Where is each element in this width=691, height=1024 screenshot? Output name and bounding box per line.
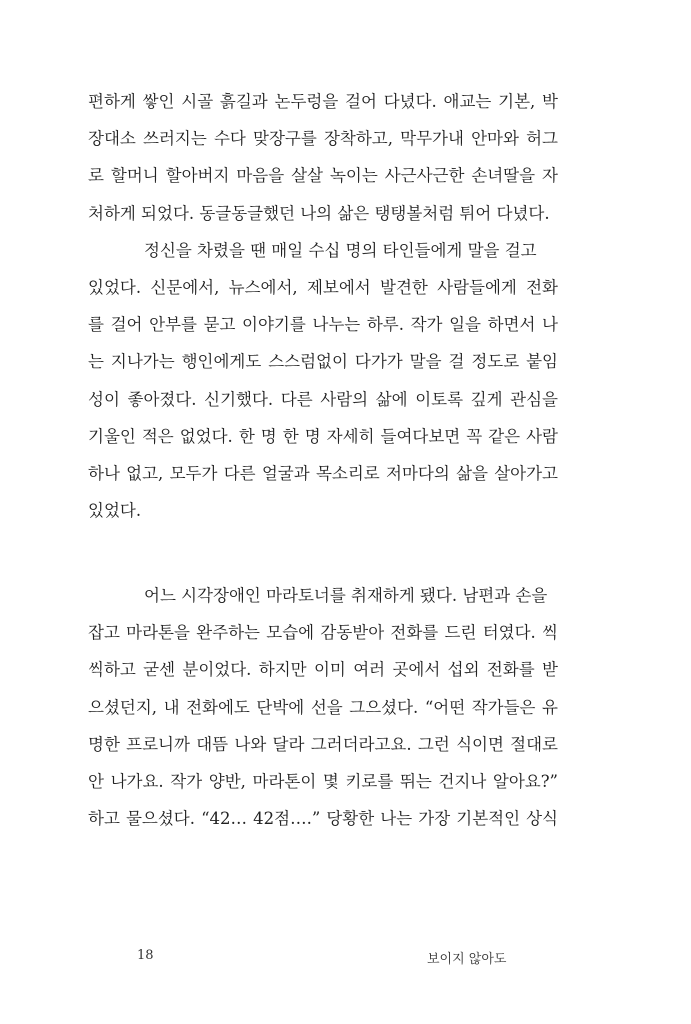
text-line: 있었다. 신문에서, 뉴스에서, 제보에서 발견한 사람들에게 전화 — [88, 277, 558, 297]
paragraph-gap — [88, 573, 558, 584]
text-line: 명한 프로니까 대뜸 나와 달라 그러더라고요. 그런 식이면 절대로 — [88, 734, 558, 754]
page-number: 18 — [137, 948, 154, 963]
text-line: 로 할머니 할아버지 마음을 살살 녹이는 사근사근한 손녀딸을 자 — [88, 166, 558, 186]
text-line: 장대소 쓰러지는 수다 맞장구를 장착하고, 막무가내 안마와 허그 — [88, 129, 558, 149]
text-line: 으셨던지, 내 전화에도 단박에 선을 그으셨다. “어떤 작가들은 유 — [88, 697, 558, 717]
text-line: 성이 좋아졌다. 신기했다. 다른 사람의 삶에 이토록 깊게 관심을 — [88, 389, 558, 409]
text-line: 안 나가요. 작가 양반, 마라톤이 몇 키로를 뛰는 건지나 알아요?” — [88, 771, 558, 791]
running-title: 보이지 않아도 — [427, 952, 507, 967]
paragraph-gap — [88, 536, 558, 573]
text-line: 씩하고 굳센 분이었다. 하지만 이미 여러 곳에서 섭외 전화를 받 — [88, 660, 558, 680]
text-line: 어느 시각장애인 마라토너를 취재하게 됐다. 남편과 손을 — [144, 585, 548, 605]
paragraph — [88, 239, 558, 537]
paragraph — [88, 584, 558, 844]
text-line: 처하게 되었다. 동글동글했던 나의 삶은 탱탱볼처럼 튀어 다녔다. — [88, 203, 550, 223]
text-line: 기울인 적은 없었다. 한 명 한 명 자세히 들여다보면 꼭 같은 사람 — [88, 426, 558, 446]
text-line: 를 걸어 안부를 묻고 이야기를 나누는 하루. 작가 일을 하면서 나 — [88, 315, 558, 335]
text-line: 편하게 쌓인 시골 흙길과 논두렁을 걸어 다녔다. 애교는 기본, 박 — [88, 92, 558, 111]
paragraph — [88, 90, 558, 239]
text-line: 정신을 차렸을 땐 매일 수십 명의 타인들에게 말을 걸고 — [144, 240, 537, 260]
text-line: 잡고 마라톤을 완주하는 모습에 감동받아 전화를 드린 터였다. 씩 — [88, 623, 558, 643]
body-text — [88, 90, 558, 844]
text-line: 하나 없고, 모두가 다른 얼굴과 목소리로 저마다의 삶을 살아가고 — [88, 463, 558, 483]
text-line: 하고 물으셨다. “42… 42점….” 당황한 나는 가장 기본적인 상식 — [88, 809, 558, 829]
text-line: 있었다. — [88, 501, 142, 521]
text-line: 는 지나가는 행인에게도 스스럼없이 다가가 말을 걸 정도로 붙임 — [88, 352, 558, 372]
